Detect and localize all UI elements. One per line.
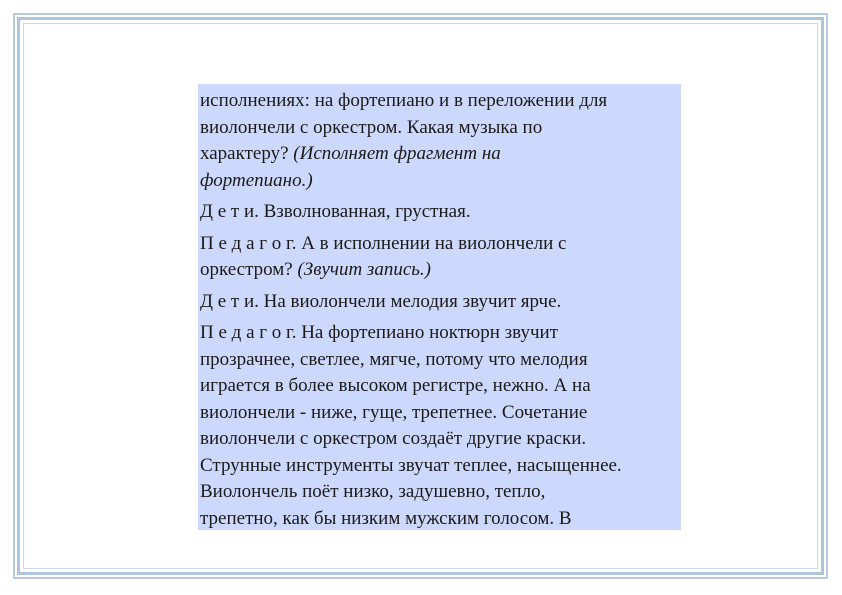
text-line: прозрачнее, светлее, мягче, потому что мелодия <box>200 348 588 370</box>
text-line: виолончели - ниже, гуще, трепетнее. Сочетание <box>200 401 588 423</box>
text-line: виолончели с оркестром создаёт другие краски. <box>200 428 587 449</box>
text-line <box>200 141 679 168</box>
speaker-label: Д е т и. <box>200 290 259 312</box>
speaker-label: П е д а г о г. <box>200 322 297 343</box>
paragraph-teacher-1 <box>200 231 679 284</box>
text-line: виолончели с оркестром. Какая музыка по <box>200 116 543 138</box>
text-line: играется в более высоком регистре, нежно. А на <box>200 375 591 396</box>
paragraph-children-2 <box>200 289 679 316</box>
question-text: характеру? <box>200 143 294 164</box>
text-line <box>200 320 679 347</box>
speech-text: оркестром? <box>200 259 298 280</box>
stage-direction: (Звучит запись.) <box>297 259 432 280</box>
text-line <box>200 289 679 316</box>
stage-direction: (Исполняет фрагмент на <box>293 143 501 164</box>
text-line: исполнениях: на фортепиано и в переложении для <box>200 90 608 111</box>
paragraph-teacher-2 <box>200 320 679 530</box>
speech-text: Взволнованная, грустная. <box>258 201 471 222</box>
text-line: Струнные инструменты звучат теплее, насыщеннее. <box>200 454 622 476</box>
speech-text: На фортепиано ноктюрн звучит <box>296 322 559 343</box>
speaker-label: П е д а г о г. <box>200 232 297 254</box>
text-box <box>198 84 681 530</box>
stage-direction: фортепиано.) <box>200 169 313 191</box>
speaker-label: Д е т и. <box>200 201 259 222</box>
paragraph-intro <box>200 88 679 194</box>
text-line: трепетно, как бы низким мужским голосом. В <box>200 507 572 529</box>
speech-text: На виолончели мелодия звучит ярче. <box>258 290 562 312</box>
text-line <box>200 231 679 258</box>
paragraph-children-1 <box>200 199 679 226</box>
text-line <box>200 199 679 226</box>
text-line: Виолончель поёт низко, задушевно, тепло, <box>200 481 546 502</box>
text-line <box>200 257 679 284</box>
speech-text: А в исполнении на виолончели с <box>296 232 567 254</box>
